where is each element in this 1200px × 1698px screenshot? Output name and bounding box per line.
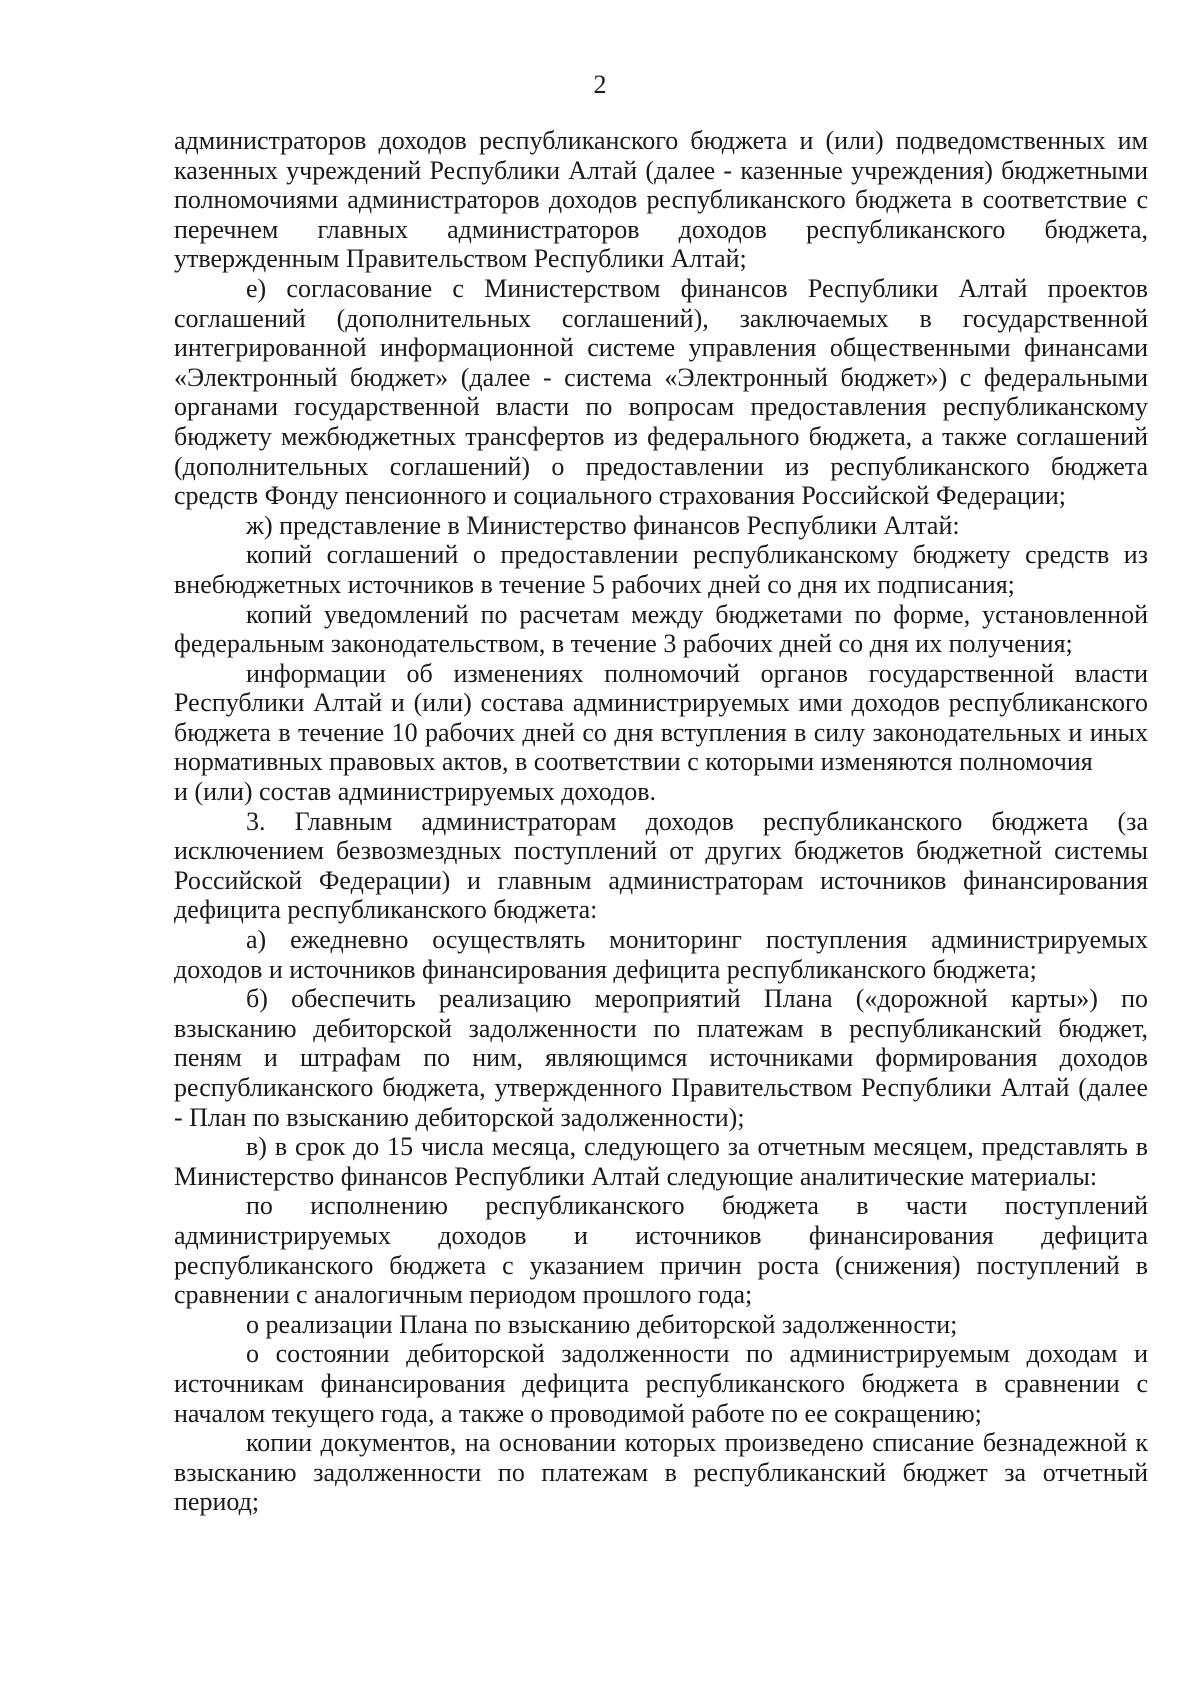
- paragraph: а) ежедневно осуществлять мониторинг поступления администрируемых доходов и источников финансирования дефицита республиканского бюджета;: [174, 925, 1148, 984]
- paragraph: информации об изменениях полномочий органов государственной власти Республики Алтай и (или) состава администрируемых ими доходов республиканского бюджета в течение 10 рабочих дней со дня вступления в силу законодательных и иных нормативных правовых актов, в соответствии с которыми изменяются полномочия: [174, 658, 1148, 777]
- paragraph: о реализации Плана по взысканию дебиторской задолженности;: [246, 1309, 958, 1339]
- paragraph: е) согласование с Министерством финансов Республики Алтай проектов соглашений (дополнительных соглашений), заключаемых в государственной интегрированной информационной системе управления общественными финансами «Электронный бюджет» (далее - система «Электронный бюджет») с федеральными органами государственной власти по вопросам предоставления республиканскому бюджету межбюджетных трансфертов из федерального бюджета, а также соглашений (дополнительных соглашений) о предоставлении из республиканского бюджета средств Фонду пенсионного и социального страхования Российской Федерации;: [174, 273, 1148, 511]
- paragraph: копии документов, на основании которых произведено списание безнадежной к взысканию задолженности по платежам в республиканский бюджет за отчетный период;: [174, 1428, 1148, 1517]
- document-body: [174, 126, 1148, 1517]
- paragraph: администраторов доходов республиканского бюджета и (или) подведомственных им казенных учреждений Республики Алтай (далее - казенные учреждения) бюджетными полномочиями администраторов доходов республиканского бюджета в соответствие с перечнем главных администраторов доходов республиканского бюджета, утвержденным Правительством Республики Алтай;: [174, 126, 1148, 274]
- paragraph: по исполнению республиканского бюджета в части поступлений администрируемых доходов и источников финансирования дефицита республиканского бюджета с указанием причин роста (снижения) поступлений в сравнении с аналогичным периодом прошлого года;: [174, 1191, 1148, 1310]
- paragraph: в) в срок до 15 числа месяца, следующего за отчетным месяцем, представлять в Министерство финансов Республики Алтай следующие аналитические материалы:: [174, 1132, 1148, 1191]
- paragraph: и (или) состав администрируемых доходов.: [174, 777, 656, 807]
- paragraph: 3. Главным администраторам доходов республиканского бюджета (за исключением безвозмездных поступлений от других бюджетов бюджетной системы Российской Федерации) и главным администраторам источников финансирования дефицита республиканского бюджета:: [174, 806, 1148, 925]
- page-number: 2: [593, 70, 607, 99]
- paragraph: копий соглашений о предоставлении республиканскому бюджету средств из внебюджетных источников в течение 5 рабочих дней со дня их подписания;: [174, 540, 1148, 599]
- paragraph: о состоянии дебиторской задолженности по администрируемым доходам и источникам финансирования дефицита республиканского бюджета в сравнении с началом текущего года, а также о проводимой работе по ее сокращению;: [174, 1339, 1148, 1428]
- paragraph: копий уведомлений по расчетам между бюджетами по форме, установленной федеральным законодательством, в течение 3 рабочих дней со дня их получения;: [174, 599, 1148, 659]
- paragraph: б) обеспечить реализацию мероприятий Плана («дорожной карты») по взысканию дебиторской задолженности по платежам в республиканский бюджет, пеням и штрафам по ним, являющимся источниками формирования доходов республиканского бюджета, утвержденного Правительством Республики Алтай (далее - План по взысканию дебиторской задолженности);: [174, 984, 1148, 1132]
- paragraph: ж) представление в Министерство финансов Республики Алтай:: [246, 510, 960, 540]
